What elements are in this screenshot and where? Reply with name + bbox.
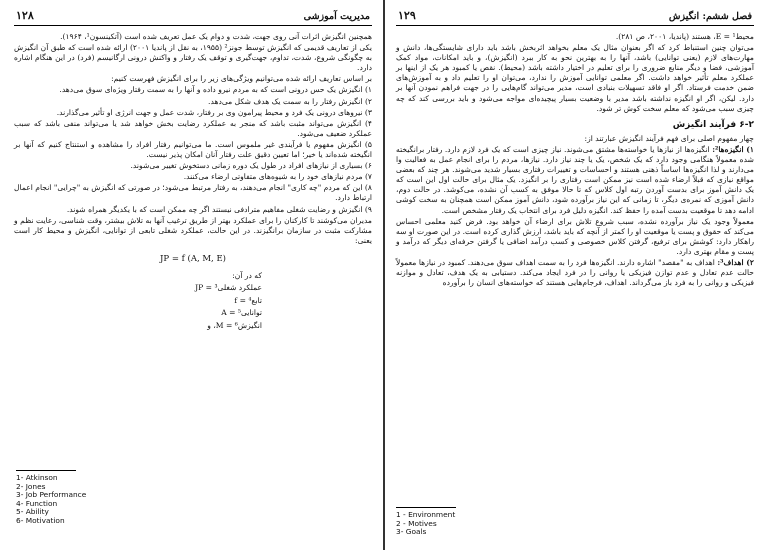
paragraph: بر اساس تعاریف ارائه شده می‌توانیم ویژگی‌های زیر را برای انگیزش فهرست کنیم:	[111, 74, 372, 84]
section-title: ۶-۲ فرآیند انگیزش	[672, 119, 754, 130]
variable-item: عملکرد شغلی³ = JP	[195, 283, 262, 293]
paragraph: همچنین انگیزش اثرات آنی روی جهت، شدت و دوام یک عمل تعریف شده است (آتکینسون¹، ۱۹۶۴).	[60, 32, 372, 41]
variables-intro: که در آن:	[232, 270, 262, 280]
paragraph: یکی از تعاریف قدیمی که انگیزش توسط جونز² (۱۹۵۵، به نقل از پاندیا ۲۰۰۱) ارائه شده است که طبق آن انگیزش به چگونگی شروع، شدت، تداوم، جهت‌گیری و توقف یک رفتار و واکنش درونی ارگانیسم (فرد) در این هنگام اشاره دارد.	[14, 43, 372, 73]
item-text: اهداف به "مقصد" اشاره دارند. انگیزه‌ها فرد را به سمت اهداف سوق می‌دهند. کمبود در نیازها معمولاً حالت عدم تعادل و عدم توازن فیزیکی یا روانی را در فرد ایجاد می‌کند. دستیابی به یک هدف، تعادل و موازنه فیزیکی و روانی را به فرد باز می‌گرداند. اهداف، فرجام‌هایی هستند که خواسته‌های انسان را برآورده	[396, 257, 754, 288]
list-item: ۳) نیروهای درونی یک فرد و محیط پیرامون وی بر رفتار، شدت عمل و جهت انرژی او تأثیر می‌گذارند.	[56, 107, 372, 117]
paragraph: می‌توان چنین استنباط کرد که اگر بعنوان مثال یک معلم بخواهد اثربخش باشد باید دارای شایستگی‌ها، دانش و مهارت‌های لازم (یعنی توانایی) باشد، آنها را به بهترین نحو به کار ببرد (انگیزش)، و باید امکانات، مواد کمک آموزشی، فضا و دیگر منابع ضروری را برای تعلیم در اختیار داشته باشد (محیط). نقص یا کمبود هر یک از اینها بر عملکرد معلم تأثیر خواهد داشت. اگر معلمی توانایی آموزش را ندارد، می‌توان او را تعلیم داد و به آموزش‌های ضمن خدمت فرستاد. اگر او فاقد تسهیلات بنیادی است، مدیر می‌تواند گام‌هایی را در جهت فراهم نمودن آنها بر دارد. لیکن، اگر او انگیزه نداشته باشد مدیر با وضعیت بسیار پیچیده‌ای مواجه می‌شود و باید بررسی کند که چه چیزی سبب می‌شود که معلم سخت کوش تر شود.	[396, 43, 754, 113]
variable-list	[14, 270, 372, 333]
left-footnotes	[16, 474, 86, 526]
list-item	[396, 145, 754, 216]
right-footnotes	[396, 511, 455, 537]
list-item: ۵) انگیزش مفهوم یا فرآیندی غیر ملموس است. ما می‌توانیم رفتار افراد را مشاهده و استنتاج کنیم که آنها بر انگیخته شده‌اند یا خیر؛ اما تعیین دقیق علت رفتار آنان امکان پذیر نیست.	[14, 139, 372, 160]
footnote: 2 - Motives	[396, 518, 437, 528]
footnote: 4- Function	[16, 498, 58, 508]
footnote: 1- Atkinson	[16, 473, 58, 482]
variable-item: تابع⁴ = f	[234, 295, 262, 305]
list-item: ۷) مردم نیازهای خود را به شیوه‌های متفاوتی ارضاء می‌کنند.	[183, 172, 372, 182]
footnote: 2- Jones	[16, 481, 46, 491]
footnote: 3- Goals	[396, 527, 427, 537]
variable-item: انگیزش⁶ = M، و	[207, 320, 262, 330]
list-item: ۴) انگیزش می‌تواند مثبت باشد که منجر به عملکرد رضایت بخش خواهد شد یا می‌تواند منفی باشد که سبب عملکرد ضعیف می‌شود.	[14, 118, 372, 138]
left-page-body	[14, 32, 372, 332]
list-item: ۲) انگیزش رفتار را به سمت یک هدف شکل می‌دهد.	[208, 96, 372, 106]
section-intro: چهار مفهوم اصلی برای فهم فرآیند انگیزش عبارتند از:	[584, 133, 754, 143]
item-heading: ۱) انگیزه‌ها²:	[712, 144, 754, 154]
item-text: انگیزه‌ها از نیازها یا خواسته‌ها مشتق می‌شوند. نیاز چیزی است که یک فرد لازم دارد. رفتار برانگیخته شده معمولاً هنگامی وجود دارد که یک شخص، یک یا چند نیاز دارد. نیازها، مردم را برای انجام عمل به فعالیت وا می‌دارند و لذا انگیزه‌ها اساساً ذهنی هستند و احساسات و تغییرات رفتاری بسیار شدید می‌شوند. هر چند که بعضی مواقع نیازی که قبلاً ارضاء شده است نیز ممکن است رفتاری را بر انگیزد. یک مثال برای حالت اول این است که یک دانش آموز برای بدست آوردن رتبه اول کلاس که تا حالا موفق به کسب آن نشده، می‌کوشد. در حالت دوم، دانش آموزی که نمره‌ی دیگر، تا زمانی که این نیاز برآورده شود، دانش آموز ممکن است همچنان به سخت کوشی ادامه دهد تا موقعیت بدست آمده را حفظ کند. انگیزه دلیل فرد برای انتخاب یک رفتار مشخص است.	[396, 144, 754, 215]
right-page-body	[396, 32, 754, 288]
item-heading: ۲) اهداف³:	[717, 257, 754, 267]
list-item: ۹) انگیزش و رضایت شغلی مفاهیم مترادفی نیستند اگر چه ممکن است که با یکدیگر همراه شوند.	[66, 204, 372, 214]
paragraph: مدیران می‌کوشند تا کارکنان را برای عملکرد بهتر از طریق ترغیب آنها به تلاش بیشتر، وقت شناسی، رعایت نظم و مشارکت مثبت در سازمان برانگیزند. در این حالت، عملکرد شغلی تابعی از توانایی، انگیزش و محیط کار است یعنی:	[14, 215, 372, 245]
lead-line: محیط¹ = E، هستند (پاندیا، ۲۰۰۱، ص ۲۸۱).	[615, 32, 754, 41]
paragraph: معمولاً وجود یک نیاز برآورده نشده، سبب شروع تلاش برای ارضاء آن خواهد بود. فرض کنید معلمی احساس می‌کند که حقوق و پست یا موقعیت او را کمتر از آنچه که باید باشد، ارزش گذاری کرده است. در این صورت او سه راهکار دارد: کوشش برای ترفیع، گرفتن کلاس خصوصی و کسب درآمد اضافی یا گرفتن حرفه‌ای دیگر که درآمد و پست و مقام بهتری دارد.	[396, 216, 754, 256]
right-running-head: فصل ششم: انگیزش	[668, 11, 752, 22]
footnote-divider	[396, 507, 456, 508]
left-page-header	[14, 6, 372, 26]
left-page-number: ۱۲۸	[16, 9, 34, 22]
footnote: 5- Ability	[16, 507, 49, 517]
right-page	[384, 0, 768, 550]
footnote-divider	[16, 470, 76, 471]
right-page-header	[396, 6, 754, 26]
footnote: 6- Motivation	[16, 515, 65, 525]
footnote: 3- Job Performance	[16, 490, 87, 500]
list-item: ۶) بسیاری از نیازهای افراد در طول یک دوره زمانی دستخوش تغییر می‌شوند.	[130, 161, 372, 171]
list-item	[396, 258, 754, 288]
right-page-number: ۱۲۹	[398, 9, 416, 22]
left-running-head: مدیریت آموزشی	[303, 11, 370, 22]
list-item: ۸) این که مردم "چه کاری" انجام می‌دهند، به رفتار مرتبط می‌شود؛ در صورتی که انگیزش به "چرایی" انجام اعمال ارتباط دارد.	[14, 183, 372, 203]
formula: JP = f (A, M, E)	[160, 253, 226, 264]
variable-item: توانایی⁵ = A	[221, 308, 262, 318]
footnote: 1 - Environment	[396, 510, 456, 519]
list-item: ۱) انگیزش یک حس درونی است که به مردم نیرو داده و آنها را به سمت رفتار ویژه‌ای سوق می‌دهد.	[59, 85, 372, 95]
